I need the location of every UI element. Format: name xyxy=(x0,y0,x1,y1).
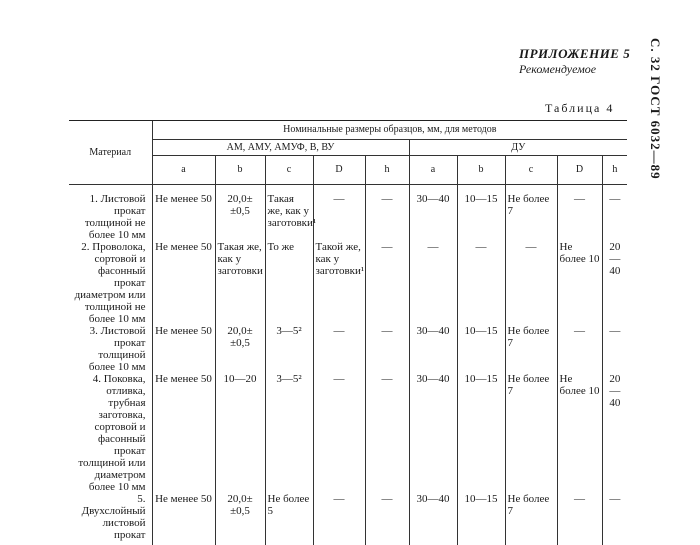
col-header: D xyxy=(557,156,602,185)
table-cell: — xyxy=(365,185,409,242)
table-cell: 20,0± ±0,5 xyxy=(215,493,265,545)
material-cell: 4. Поковка, отливка, трубная заготовка, сортовой и фасонный прокат толщиной или диаметром более 10 мм xyxy=(78,373,146,493)
table-row xyxy=(69,493,627,545)
table-cell: Не менее 50 xyxy=(152,241,215,325)
table-cell: Не более 10 xyxy=(557,241,602,325)
table-cell: — xyxy=(313,493,365,545)
table-cell: Не менее 50 xyxy=(152,325,215,373)
col-header: D xyxy=(313,156,365,185)
table-cell: Такой же, как у заготовки¹ xyxy=(313,241,365,325)
table-cell: 30—40 xyxy=(409,185,457,242)
table-cell: Не менее 50 xyxy=(152,493,215,545)
col-header: h xyxy=(365,156,409,185)
col-header: h xyxy=(602,156,627,185)
table-caption: Таблица 4 xyxy=(545,101,615,115)
table-cell: 30—40 xyxy=(409,325,457,373)
col-header: c xyxy=(265,156,313,185)
table-cell: Не более 7 xyxy=(505,185,557,242)
header-group-am: АМ, АМУ, АМУФ, В, ВУ xyxy=(152,140,409,156)
table-cell: — xyxy=(365,373,409,493)
table-cell: — xyxy=(365,241,409,325)
table-row xyxy=(69,185,627,242)
table-cell: 20,0± ±0,5 xyxy=(215,185,265,242)
col-header: a xyxy=(152,156,215,185)
table-cell: Не более 7 xyxy=(505,493,557,545)
table-cell: То же xyxy=(265,241,313,325)
specimen-size-table xyxy=(69,120,627,545)
table-row xyxy=(69,241,627,325)
table-row xyxy=(69,325,627,373)
header-nominal: Номинальные размеры образцов, мм, для методов xyxy=(152,121,627,140)
appendix-heading xyxy=(519,46,639,77)
table-cell: Не менее 50 xyxy=(152,185,215,242)
header-group-du: ДУ xyxy=(409,140,627,156)
table-cell: Такая же, как у заготовки xyxy=(215,241,265,325)
table-cell: 30—40 xyxy=(409,493,457,545)
table-cell: 20,0± ±0,5 xyxy=(215,325,265,373)
table-cell: — xyxy=(602,493,627,545)
material-cell: 3. Листовой прокат толщиной более 10 мм xyxy=(88,325,146,373)
table-cell: — xyxy=(313,185,365,242)
table-cell: 10—15 xyxy=(457,373,505,493)
table-cell: Такая же, как у заготовки¹ xyxy=(265,185,313,242)
table-cell: Не более 7 xyxy=(505,325,557,373)
material-cell: 1. Листовой прокат толщиной не более 10 мм xyxy=(84,193,146,241)
col-header: a xyxy=(409,156,457,185)
col-header: b xyxy=(457,156,505,185)
appendix-title: ПРИЛОЖЕНИЕ 5 xyxy=(519,46,631,61)
table-cell: Не менее 50 xyxy=(152,373,215,493)
appendix-subtitle: Рекомендуемое xyxy=(519,62,597,76)
table-cell: 3—5² xyxy=(265,373,313,493)
table-cell: 10—15 xyxy=(457,493,505,545)
table-cell: 3—5² xyxy=(265,325,313,373)
table-cell: 10—15 xyxy=(457,185,505,242)
table-cell: — xyxy=(409,241,457,325)
table-cell: 20—40 xyxy=(602,373,627,493)
table-cell: — xyxy=(457,241,505,325)
table-cell: 10—20 xyxy=(215,373,265,493)
col-header: c xyxy=(505,156,557,185)
table-cell: — xyxy=(602,325,627,373)
table-cell: — xyxy=(557,493,602,545)
table-cell: Не более 5 xyxy=(265,493,313,545)
table-cell: — xyxy=(313,325,365,373)
table-cell: — xyxy=(365,325,409,373)
table-cell: — xyxy=(505,241,557,325)
table-cell: — xyxy=(602,185,627,242)
table-cell: — xyxy=(313,373,365,493)
table-cell: 10—15 xyxy=(457,325,505,373)
material-cell: 2. Проволока, сортовой и фасонный прокат диаметром или толщиной не более 10 мм xyxy=(74,241,146,325)
table-cell: Не более 10 xyxy=(557,373,602,493)
table-cell: — xyxy=(557,185,602,242)
table-cell: 20—40 xyxy=(602,241,627,325)
table-cell: — xyxy=(365,493,409,545)
col-header: b xyxy=(215,156,265,185)
page-standard-code: С. 32 ГОСТ 6032—89 xyxy=(648,38,663,180)
header-material: Материал xyxy=(69,121,152,185)
table-cell: — xyxy=(557,325,602,373)
material-cell: 5. Двухслойный листовой прокат xyxy=(81,493,146,541)
table-cell: Не более 7 xyxy=(505,373,557,493)
table-row xyxy=(69,373,627,493)
table-cell: 30—40 xyxy=(409,373,457,493)
